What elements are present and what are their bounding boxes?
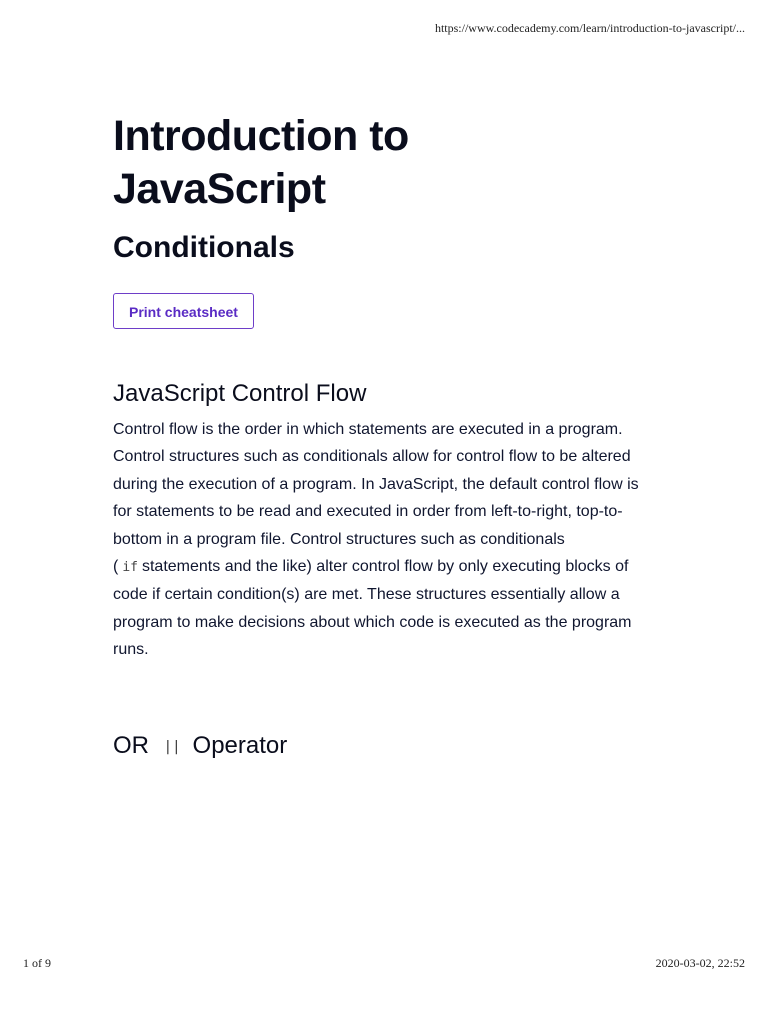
- section-heading: [113, 730, 653, 763]
- section-body: [113, 416, 653, 664]
- section-heading: JavaScript Control Flow: [113, 380, 367, 407]
- section-or-operator: [113, 730, 653, 763]
- heading-suffix: Operator: [192, 731, 288, 759]
- cheatsheet-content: [113, 110, 653, 763]
- page-title: Introduction to JavaScript: [113, 112, 409, 213]
- operator-code: ||: [163, 738, 181, 755]
- body-text-part-2: statements and the like) alter control flow by only executing blocks of code if certain condition(s) are met. These structures essentially allow a program to make decisions about which code is executed as the program runs.: [113, 558, 632, 659]
- heading-prefix: OR: [113, 731, 149, 759]
- print-cheatsheet-button[interactable]: Print cheatsheet: [113, 293, 254, 329]
- body-text-part-1: Control flow is the order in which statements are executed in a program. Control structures such as conditionals allow for control flow to be altered during the execution of a program. In JavaScript, the default control flow is for statements to be read and executed in order from left-to-right, top-to-bottom in a program file. Control structures such as conditionals (: [113, 421, 639, 576]
- inline-code: if: [122, 560, 138, 576]
- print-page-number: 1 of 9: [23, 956, 51, 970]
- print-header-url: https://www.codecademy.com/learn/introduction-to-javascript/...: [434, 21, 745, 35]
- page-subtitle: Conditionals: [113, 231, 295, 264]
- print-datetime: 2020-03-02, 22:52: [655, 956, 745, 970]
- section-control-flow: [113, 378, 653, 664]
